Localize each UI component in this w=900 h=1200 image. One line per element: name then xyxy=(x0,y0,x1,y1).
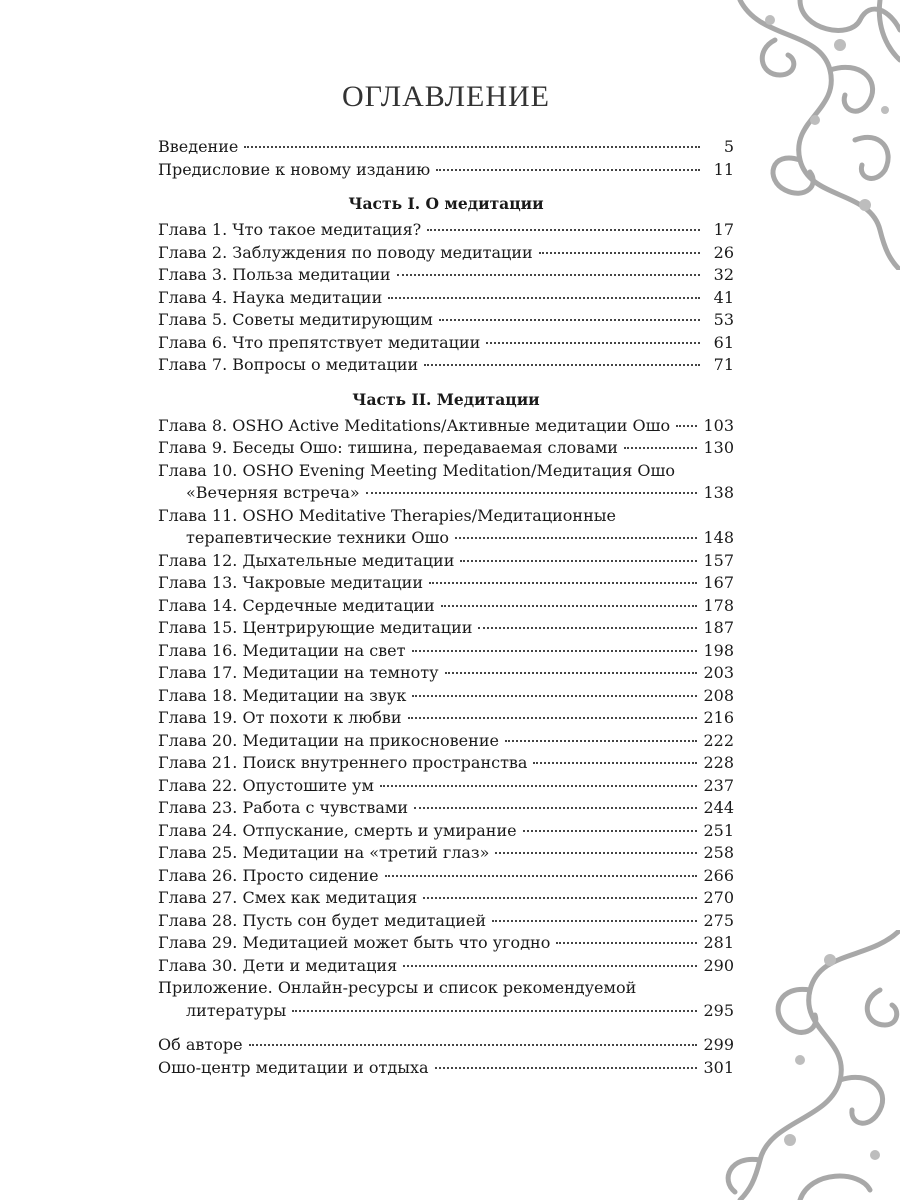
entry-title: Глава 5. Советы медитирующим xyxy=(158,310,433,329)
dot-leader xyxy=(414,807,697,809)
toc-entry[interactable] xyxy=(158,159,734,182)
toc-entry[interactable] xyxy=(158,415,734,438)
dot-leader xyxy=(249,1044,698,1046)
toc-entry[interactable] xyxy=(158,932,734,955)
entry-title: Предисловие к новому изданию xyxy=(158,159,431,179)
toc-entry[interactable] xyxy=(158,460,734,505)
page-number: 130 xyxy=(703,438,734,457)
dot-leader xyxy=(244,146,700,148)
page-number: 266 xyxy=(703,865,734,885)
dot-leader xyxy=(624,447,697,449)
entry-title: Введение xyxy=(158,137,239,156)
dot-leader xyxy=(523,830,698,832)
entry-title: Ошо-центр медитации и отдыха xyxy=(158,1057,429,1077)
toc-entry[interactable] xyxy=(158,865,734,888)
entry-title: Глава 25. Медитации на «третий глаз» xyxy=(158,843,490,862)
toc-entry[interactable] xyxy=(158,662,734,685)
entry-title: Глава 10. OSHO Evening Meeting Meditation/Медитация Ошо xyxy=(158,460,676,480)
toc-entry[interactable] xyxy=(158,887,734,910)
page-number: 71 xyxy=(713,355,734,374)
entry-title: Глава 17. Медитации на темноту xyxy=(158,663,439,682)
toc-entry[interactable] xyxy=(158,354,734,377)
dot-leader xyxy=(441,605,698,607)
page-number: 32 xyxy=(713,265,734,284)
entry-title: Глава 9. Беседы Ошо: тишина, передаваемая словами xyxy=(158,438,618,457)
page-number: 178 xyxy=(703,595,734,615)
entry-title: Глава 22. Опустошите ум xyxy=(158,775,374,795)
entry-title: Глава 30. Дети и медитация xyxy=(158,955,398,975)
entry-title-continuation: литературы xyxy=(186,1000,287,1020)
page-number: 244 xyxy=(703,798,734,817)
toc-entry[interactable] xyxy=(158,219,734,242)
toc-entry[interactable] xyxy=(158,136,734,159)
dot-leader xyxy=(556,942,697,944)
page-number: 299 xyxy=(703,1035,734,1054)
page-number: 208 xyxy=(703,685,734,705)
entry-title: Глава 14. Сердечные медитации xyxy=(158,595,435,615)
entry-title: Глава 28. Пусть сон будет медитацией xyxy=(158,910,486,930)
dot-leader xyxy=(412,695,697,697)
dot-leader xyxy=(460,560,697,562)
page-number: 237 xyxy=(703,775,734,795)
dot-leader xyxy=(388,297,700,299)
page-number: 203 xyxy=(703,663,734,682)
entry-title: Глава 18. Медитации на звук xyxy=(158,685,407,705)
entry-title: Глава 4. Наука медитации xyxy=(158,287,383,307)
dot-leader xyxy=(478,627,697,629)
entry-title: Глава 1. Что такое медитация? xyxy=(158,220,422,239)
toc-entry[interactable] xyxy=(158,309,734,332)
dot-leader xyxy=(486,342,700,344)
part-1-section xyxy=(158,193,734,377)
dot-leader xyxy=(427,229,700,231)
dot-leader xyxy=(429,582,697,584)
page-number: 167 xyxy=(703,573,734,592)
entry-title: Глава 26. Просто сидение xyxy=(158,865,379,885)
entry-title: Глава 6. Что препятствует медитации xyxy=(158,332,481,352)
dot-leader xyxy=(439,319,700,321)
entry-title: Глава 13. Чакровые медитации xyxy=(158,573,423,592)
part-2-heading: Часть II. Медитации xyxy=(352,389,540,409)
toc-entry[interactable] xyxy=(158,977,734,1022)
dot-leader xyxy=(676,425,697,427)
toc-entry[interactable] xyxy=(158,820,734,843)
toc-entry[interactable] xyxy=(158,332,734,355)
page-number: 295 xyxy=(703,1000,734,1020)
toc-entry[interactable] xyxy=(158,505,734,550)
part-2-section xyxy=(158,389,734,1023)
toc-entry[interactable] xyxy=(158,550,734,573)
dot-leader xyxy=(424,364,700,366)
dot-leader xyxy=(436,169,700,171)
entry-title: Глава 7. Вопросы о медитации xyxy=(158,355,419,374)
page-number: 187 xyxy=(703,618,734,637)
page-number: 26 xyxy=(713,242,734,262)
toc-entry[interactable] xyxy=(158,730,734,753)
toc-entry[interactable] xyxy=(158,287,734,310)
page-number: 5 xyxy=(723,137,734,156)
entry-title: Глава 27. Смех как медитация xyxy=(158,888,418,907)
page-number: 198 xyxy=(703,640,734,660)
toc-entry[interactable] xyxy=(158,955,734,978)
entry-title: Приложение. Онлайн-ресурсы и список рекомендуемой xyxy=(158,978,637,997)
dot-leader xyxy=(408,717,698,719)
page-number: 270 xyxy=(703,888,734,907)
dot-leader xyxy=(423,897,697,899)
dot-leader xyxy=(380,785,698,787)
toc-title: ОГЛАВЛЕНИЕ xyxy=(342,80,550,113)
dot-leader xyxy=(495,852,697,854)
page-number: 216 xyxy=(703,708,734,727)
toc-entry[interactable] xyxy=(158,242,734,265)
dot-leader xyxy=(539,252,700,254)
dot-leader xyxy=(403,965,697,967)
entry-title: Об авторе xyxy=(158,1035,243,1054)
toc-entry[interactable] xyxy=(158,797,734,820)
page-number: 157 xyxy=(703,550,734,570)
page-number: 281 xyxy=(703,933,734,952)
dot-leader xyxy=(492,920,697,922)
toc-entry[interactable] xyxy=(158,752,734,775)
entry-title: Глава 2. Заблуждения по поводу медитации xyxy=(158,242,533,262)
dot-leader xyxy=(397,274,700,276)
dot-leader xyxy=(505,740,698,742)
toc-entry[interactable] xyxy=(158,264,734,287)
toc-entry[interactable] xyxy=(158,707,734,730)
entry-title: Глава 20. Медитации на прикосновение xyxy=(158,730,499,750)
dot-leader xyxy=(385,875,698,877)
page-number: 222 xyxy=(703,730,734,750)
entry-title: Глава 21. Поиск внутреннего пространства xyxy=(158,753,528,772)
page-number: 290 xyxy=(703,955,734,975)
entry-title: Глава 23. Работа с чувствами xyxy=(158,798,409,817)
entry-title-continuation: «Вечерняя встреча» xyxy=(186,483,360,502)
page-number: 258 xyxy=(703,843,734,862)
entry-title: Глава 12. Дыхательные медитации xyxy=(158,550,455,570)
page-number: 61 xyxy=(713,332,734,352)
page-number: 148 xyxy=(703,528,734,547)
dot-leader xyxy=(533,762,697,764)
table-of-contents xyxy=(158,80,734,1091)
entry-title: Глава 16. Медитации на свет xyxy=(158,640,406,660)
entry-title: Глава 24. Отпускание, смерть и умирание xyxy=(158,820,517,840)
entry-title: Глава 15. Центрирующие медитации xyxy=(158,618,473,637)
dot-leader xyxy=(445,672,698,674)
entry-title: Глава 11. OSHO Meditative Therapies/Медитационные xyxy=(158,505,616,525)
entry-title-continuation: терапевтические техники Ошо xyxy=(186,528,450,547)
page-number: 275 xyxy=(703,910,734,930)
front-matter-section xyxy=(158,136,734,181)
page-number: 41 xyxy=(713,287,734,307)
toc-entry[interactable] xyxy=(158,640,734,663)
toc-entry[interactable] xyxy=(158,842,734,865)
dot-leader xyxy=(412,650,698,652)
page-number: 138 xyxy=(703,483,734,502)
toc-entry[interactable] xyxy=(158,775,734,798)
toc-entry[interactable] xyxy=(158,685,734,708)
entry-continuation-line xyxy=(158,1000,734,1023)
toc-entry[interactable] xyxy=(158,1057,734,1080)
page-number: 251 xyxy=(703,820,734,840)
page-number: 11 xyxy=(713,159,734,179)
page-number: 17 xyxy=(713,220,734,239)
dot-leader xyxy=(435,1067,698,1069)
page-number: 103 xyxy=(703,415,734,435)
toc-entry[interactable] xyxy=(158,1034,734,1057)
back-matter-section xyxy=(158,1034,734,1079)
dot-leader xyxy=(366,492,698,494)
toc-entry[interactable] xyxy=(158,437,734,460)
page-number: 228 xyxy=(703,753,734,772)
toc-entry[interactable] xyxy=(158,595,734,618)
entry-title: Глава 19. От похоти к любви xyxy=(158,708,402,727)
entry-continuation-line xyxy=(158,527,734,550)
part-1-heading: Часть I. О медитации xyxy=(348,194,544,213)
toc-entry[interactable] xyxy=(158,617,734,640)
toc-entry[interactable] xyxy=(158,572,734,595)
toc-entry[interactable] xyxy=(158,910,734,933)
entry-title: Глава 3. Польза медитации xyxy=(158,265,391,284)
entry-title: Глава 29. Медитацией может быть что угодно xyxy=(158,933,551,952)
page-number: 301 xyxy=(703,1057,734,1077)
entry-title: Глава 8. OSHO Active Meditations/Активные медитации Ошо xyxy=(158,415,671,435)
dot-leader xyxy=(292,1010,697,1012)
dot-leader xyxy=(455,537,697,539)
page-number: 53 xyxy=(713,310,734,329)
entry-continuation-line xyxy=(158,482,734,505)
